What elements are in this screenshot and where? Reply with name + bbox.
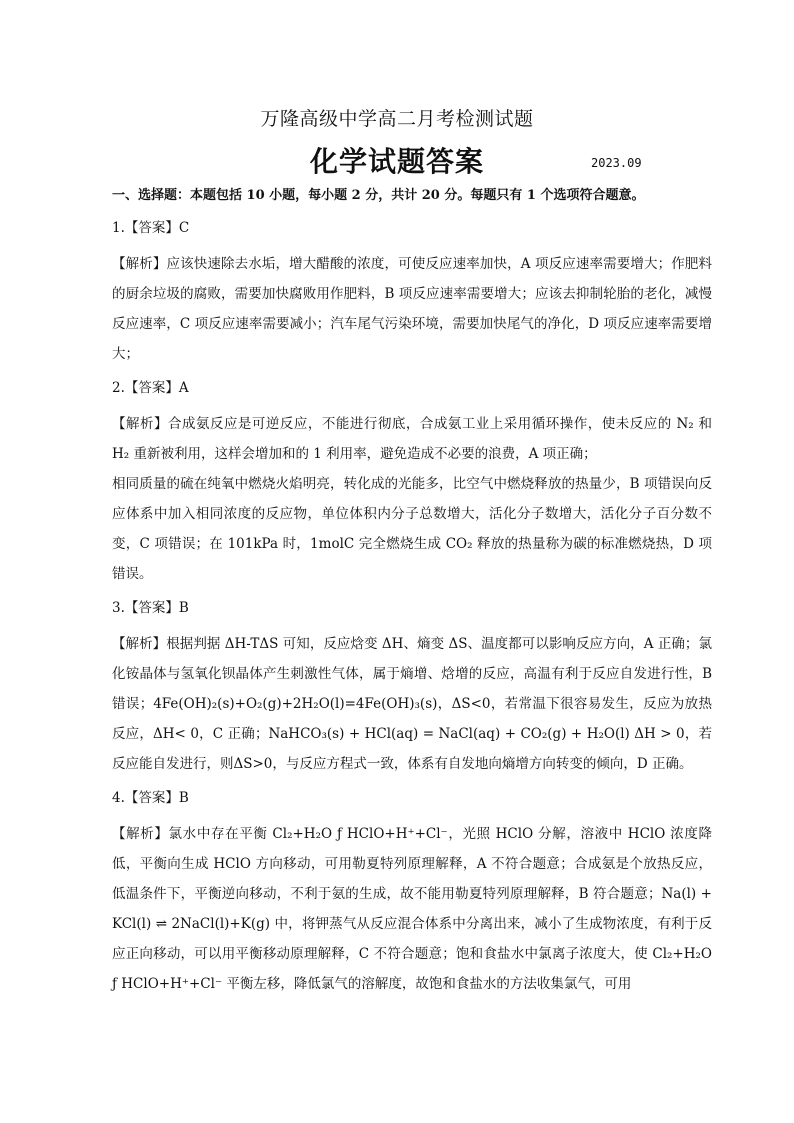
- question-item: [112, 377, 712, 589]
- answer-line: 4.【答案】B: [112, 790, 189, 806]
- answer-line: 2.【答案】A: [112, 380, 189, 396]
- section-heading: 一、选择题：本题包括 10 小题，每小题 2 分，共计 20 分。每题只有 1 个选项符合题意。: [112, 188, 645, 203]
- explanation: 【解析】合成氨反应是可逆反应，不能进行彻底，合成氨工业上采用循环操作，使未反应的 N₂ 和 H₂ 重新被利用，这样会增加和的 1 利用率，避免造成不必要的浪费，A 项正确；: [112, 416, 712, 462]
- question-item: [112, 787, 712, 999]
- explanation-continued: 相同质量的硫在纯氧中燃烧火焰明亮，转化成的光能多，比空气中燃烧释放的热量少，B 项错误向反应体系中加入相同浓度的反应物，单位体积内分子总数增大，活化分子数增大，活化分子百分数不变，C 项错误；在 101kPa 时，1molC 完全燃烧生成 CO₂ 释放的热量称为碳的标准燃烧热，D 项错误。: [112, 476, 712, 582]
- explanation: 【解析】应该快速除去水垢，增大醋酸的浓度，可使反应速率加快，A 项反应速率需要增大；作肥料的厨余垃圾的腐败，需要加快腐败用作肥料，B 项反应速率需要增大；应该去抑制轮胎的老化，减慢反应速率，C 项反应速率需要减小；汽车尾气污染环境，需要加快尾气的净化，D 项反应速率需要增大；: [112, 256, 712, 362]
- exam-title: 化学试题答案: [309, 145, 484, 178]
- exam-date: 2023.09: [591, 156, 642, 170]
- question-item: [112, 217, 712, 369]
- answer-line: 1.【答案】C: [112, 220, 190, 236]
- explanation: 【解析】根据判据 ΔH-TΔS 可知，反应焓变 ΔH、熵变 ΔS、温度都可以影响反应方向，A 正确；氯化铵晶体与氢氧化钡晶体产生刺激性气体，属于熵增、焓增的反应，高温有利于反应自发进行性，B 错误；4Fe(OH)₂(s)+O₂(g)+2H₂O(l)=4Fe(OH)₃(s)，ΔS<0，若常温下很容易发生，反应为放热反应，ΔH< 0，C 正确；NaHCO₃(s) + HCl(aq) = NaCl(aq) + CO₂(g) + H₂O(l) ΔH > 0，若反应能自发进行，则ΔS>0，与反应方程式一致，体系有自发地向熵增方向转变的倾向，D 正确。: [112, 636, 712, 772]
- answer-line: 3.【答案】B: [112, 600, 189, 616]
- question-item: [112, 597, 712, 779]
- answer-body: [112, 185, 712, 1007]
- school-title: 万隆高级中学高二月考检测试题: [260, 108, 534, 130]
- explanation: 【解析】氯水中存在平衡 Cl₂+H₂O ƒ HClO+H⁺+Cl⁻，光照 HClO 分解，溶液中 HClO 浓度降低，平衡向生成 HClO 方向移动，可用勒夏特列原理解释，A 不符合题意；合成氨是个放热反应，低温条件下，平衡逆向移动，不利于氨的生成，故不能用勒夏特列原理解释，B 符合题意；Na(l) + KCl(l) ⇌ 2NaCl(l)+K(g) 中，将钾蒸气从反应混合体系中分离出来，减小了生成物浓度，有利于反应正向移动，可以用平衡移动原理解释，C 不符合题意；饱和食盐水中氯离子浓度大，使 Cl₂+H₂O ƒ HClO+H⁺+Cl⁻ 平衡左移，降低氯气的溶解度，故饱和食盐水的方法收集氯气，可用: [112, 826, 712, 992]
